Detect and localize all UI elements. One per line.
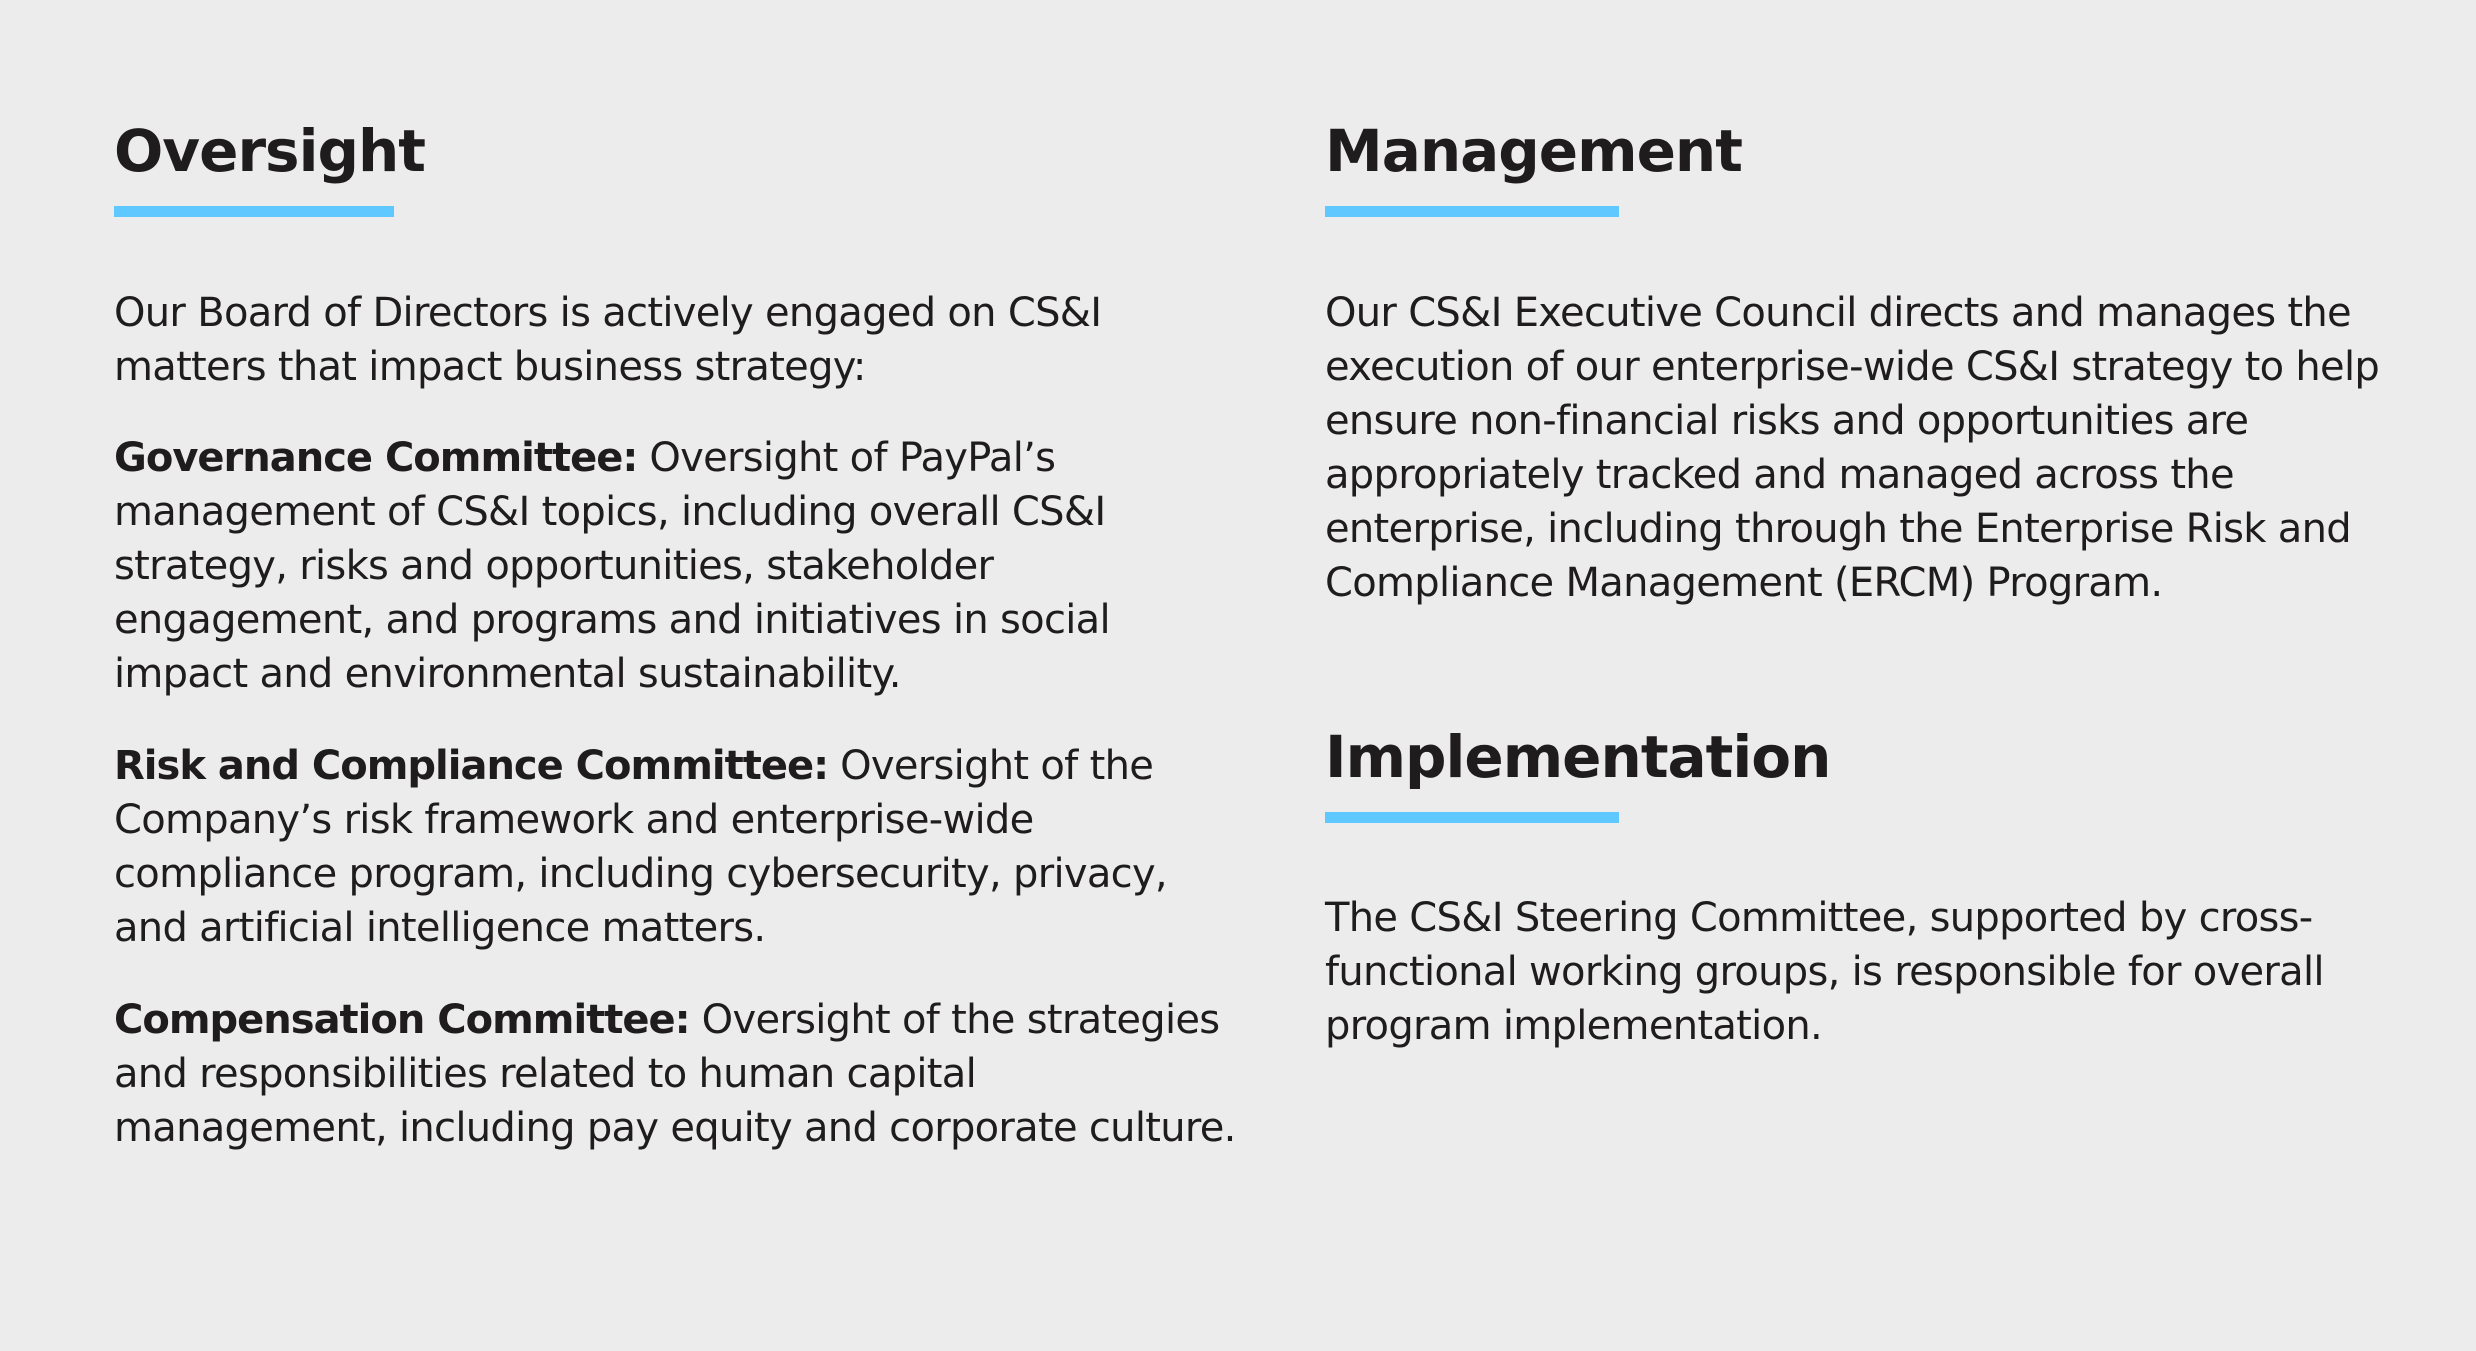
management-body: Our CS&I Executive Council directs and manages the execution of our enterprise-wide CS&I strategy to help ensure non-financial risks and opportunities are appropriately tracked and managed across the enterprise, including through the Enterprise Risk and Compliance Management (ERCM) Program.: [1325, 290, 2380, 606]
implementation-section: [1325, 723, 2415, 823]
implementation-heading-underline: [1325, 812, 1619, 823]
compensation-committee-text: Oversight of the strategies and responsibilities related to human capital management, including pay equity and corporate culture.: [114, 997, 1236, 1151]
compensation-committee-paragraph: [114, 993, 1239, 1155]
oversight-intro: Our Board of Directors is actively engaged on CS&I matters that impact business strategy:: [114, 290, 1102, 390]
oversight-heading-underline: [114, 206, 394, 217]
risk-compliance-committee-text: Oversight of the Company’s risk framework and enterprise-wide compliance program, including cybersecurity, privacy, and artificial intelligence matters.: [114, 743, 1167, 951]
governance-committee-paragraph: [114, 431, 1174, 701]
implementation-body: The CS&I Steering Committee, supported by cross-functional working groups, is responsible for overall program implementation.: [1325, 895, 2324, 1049]
compensation-committee-name: Compensation Committee:: [114, 997, 690, 1043]
management-section: [1325, 117, 2415, 217]
governance-committee-name: Governance Committee:: [114, 435, 638, 481]
implementation-heading: Implementation: [1325, 723, 1831, 791]
oversight-heading: Oversight: [114, 117, 425, 185]
risk-compliance-committee-name: Risk and Compliance Committee:: [114, 743, 829, 789]
oversight-section: [114, 117, 1244, 217]
risk-compliance-committee-paragraph: [114, 739, 1174, 955]
management-heading-underline: [1325, 206, 1619, 217]
governance-committee-text: Oversight of PayPal’s management of CS&I topics, including overall CS&I strategy, risks and opportunities, stakeholder engagement, and programs and initiatives in social impact and environmental sustainability.: [114, 435, 1110, 697]
management-heading: Management: [1325, 117, 1742, 185]
